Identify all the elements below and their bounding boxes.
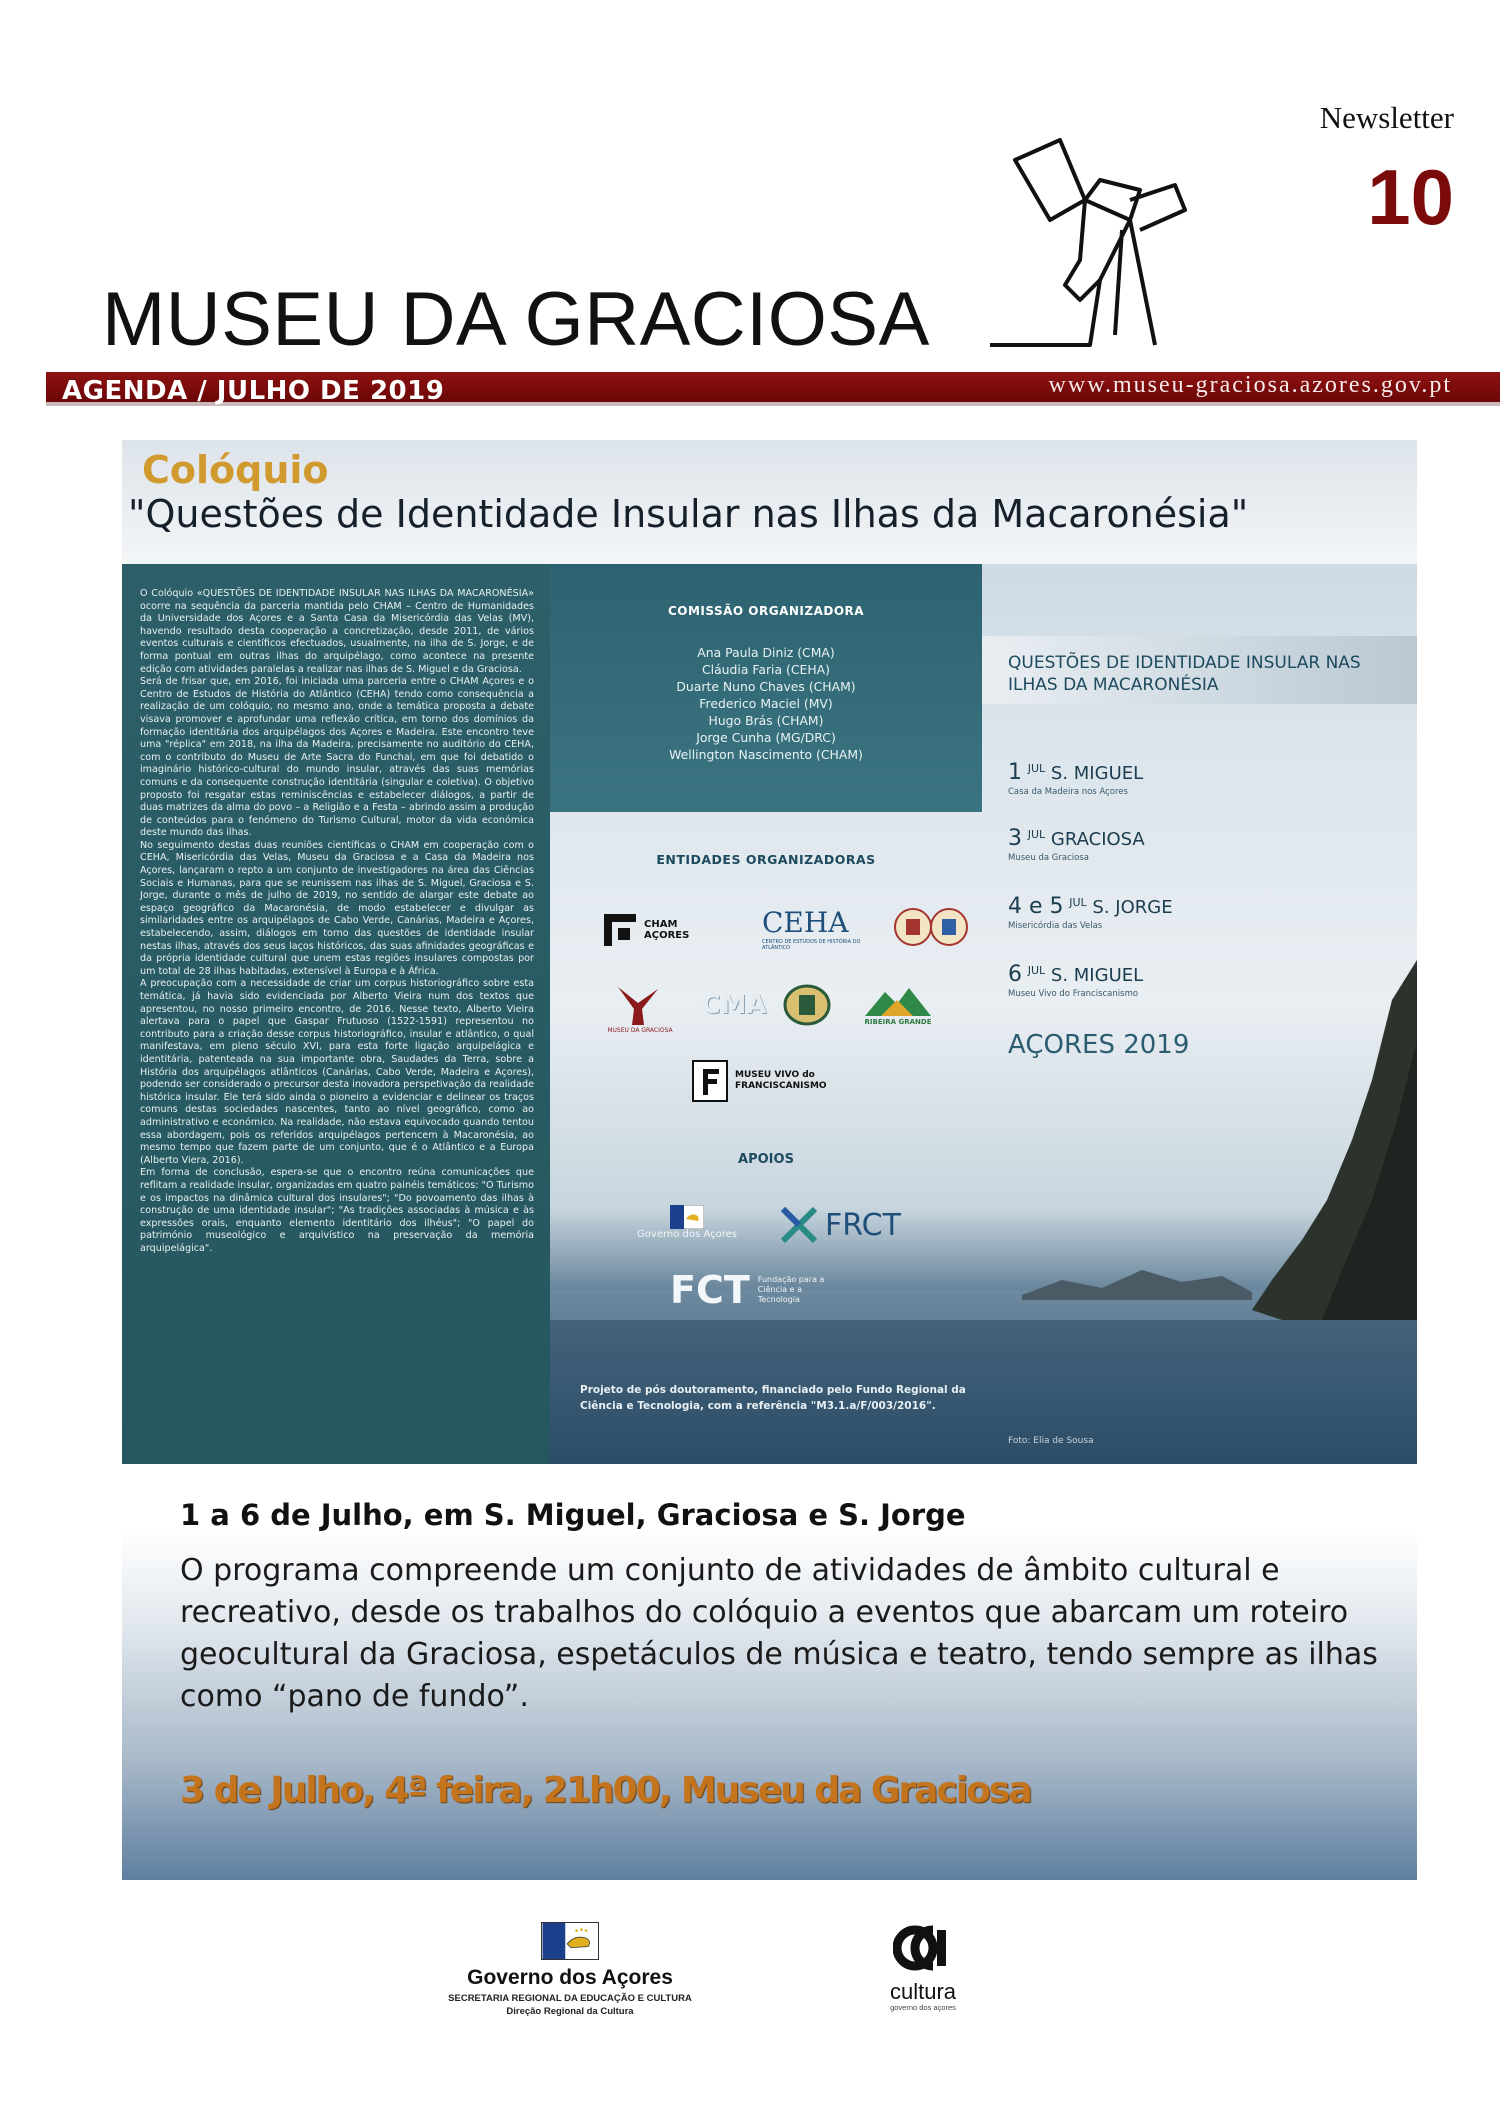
gov-acores-logo xyxy=(430,1922,710,2017)
cultura-mark-icon xyxy=(893,1920,953,1976)
commission-member: Cláudia Faria (CEHA) xyxy=(702,662,830,677)
poster-subtitle: Colóquio xyxy=(142,448,329,492)
cham-logo xyxy=(592,904,702,956)
frct-text: FRCT xyxy=(825,1207,901,1243)
schedule-place: S. JORGE xyxy=(1092,897,1173,918)
gov-name: Governo dos Açores xyxy=(467,1966,673,1989)
frct-mark-icon xyxy=(779,1205,819,1245)
frct-logo xyxy=(770,1200,910,1250)
gov-acores-support-logo xyxy=(622,1190,752,1254)
azores-flag-icon xyxy=(541,1922,599,1960)
photo-credit: Foto: Elia de Sousa xyxy=(1008,1436,1094,1446)
schedule-venue: Casa da Madeira nos Açores xyxy=(1008,787,1128,797)
ceha-logo-subtext: CENTRO DE ESTUDOS DE HISTÓRIA DO ATLÂNTICO xyxy=(762,938,861,951)
program-heading: 1 a 6 de Julho, em S. Miguel, Graciosa e S. Jorge xyxy=(180,1498,966,1532)
museu-logo-text: MUSEU DA GRACIOSA xyxy=(607,1026,673,1034)
schedule-venue: Museu Vivo do Franciscanismo xyxy=(1008,989,1139,999)
cma-logo xyxy=(700,980,768,1030)
year-label: AÇORES 2019 xyxy=(1008,1030,1190,1060)
schedule-date: 3 xyxy=(1008,826,1022,851)
newsletter-number: 10 xyxy=(1367,153,1454,241)
schedule-date: 4 e 5 xyxy=(1008,894,1064,919)
gov-secretaria: SECRETARIA REGIONAL DA EDUCAÇÃO E CULTURA xyxy=(448,1993,692,2004)
intro-paragraph: O Colóquio «QUESTÕES DE IDENTIDADE INSULAR NAS ILHAS DA MACARONÉSIA» ocorre na sequência da parceria mantida pelo CHAM – Centro de Humanidades da Universidade dos Açores e a Santa Casa da Misericórdia das Velas (MV), havendo resultado desta cooperação a concretização, desde 2011, de vários eventos culturais e científicos efectuados, usualmente, na ilha de S. Jorge, e de forma pontual em outras ilhas do arquipélago, como acontece na presente edição com atividades paralelas a realizar nas ilhas de S. Miguel e da Graciosa. xyxy=(140,588,534,675)
intro-paragraph: No seguimento destas duas reuniões científicas o CHAM em cooperação com o CEHA, Misericórdia das Velas, Museu da Graciosa e a Casa da Madeira nos Açores, lançaram o repto a um conjunto de investigadores na área das Ciências Sociais e Humanas, para que se reunissem nas ilhas de S. Miguel, Graciosa e S. Jorge, durante o mês de julho de 2019, no sentido de alargar este debate ao espaço geográfico da Macaronésia, de modo estabelecer e divulgar as similaridades entre os arquipélagos de Cabo Verde, Canárias, Madeira e Açores, estabelecendo, assim, diálogos em torno das questões de identidade insular nestas ilhas, através dos seus laços históricos, das suas afinidades geográficas e da própria identidade cultural que unem estas regiões insulares compostas por um total de 28 ilhas habitadas, extensível à Europa e à África. xyxy=(140,839,534,977)
schedule-item xyxy=(1008,826,1145,863)
gov-direcao: Direção Regional da Cultura xyxy=(506,2006,634,2017)
cma-logo-text: CMA xyxy=(701,990,767,1020)
commission-member: Frederico Maciel (MV) xyxy=(699,696,833,711)
intro-paragraph: A preocupação com a necessidade de criar um corpus historiográfico sobre esta temática, já havia sido evidenciada por Alberto Vieira num dos textos que apresentou, no nosso primeiro encontro, de 2016. Nesse texto, Alberto Vieira alertava para o papel que Gaspar Frutuoso (1522-1591) representou no contributo para a criação desse corpus historiográfico, insular e atlântico, o qual manifestava, em pleno século XVI, para esta forte ligação arquipelágica e identitária, patenteada na sua importante obra, Saudades da Terra, sobre a História dos arquipélagos atlânticos (Canárias, Cabo Verde, Madeira e Açores), podendo ser considerado o precursor desta inovadora perspetivação da realidade histórica insular. Ele terá sido ainda o pioneiro a evidenciar e delinear os traços comuns destas sociedades nascentes, tanto ao nível geográfico, como ao administrativo e económico. Na realidade, não estava equivocado quando tentou essa abordagem, pois os referidos arquipélagos pertencem à Macaronésia, ao mesmo tempo que fazem parte de um conjunto, que é o Atlântico e a Europa (Alberto Viera, 2016). xyxy=(140,978,534,1166)
commission-box xyxy=(550,564,982,812)
azores-crest-logo xyxy=(892,902,972,952)
commission-list xyxy=(550,644,982,763)
colloquium-poster xyxy=(122,440,1417,1464)
ceha-logo xyxy=(722,898,872,958)
museu-graciosa-logo xyxy=(600,978,680,1038)
misericordia-logo xyxy=(772,980,842,1030)
right-title: QUESTÕES DE IDENTIDADE INSULAR NAS ILHAS DA MACARONÉSIA xyxy=(1008,653,1361,695)
entities-title: ENTIDADES ORGANIZADORAS xyxy=(656,852,876,867)
schedule-month: JUL xyxy=(1027,828,1046,841)
newsletter-label: Newsletter xyxy=(1319,100,1454,135)
schedule-venue: Misericórdia das Velas xyxy=(1008,921,1103,931)
intro-paragraph: Em forma de conclusão, espera-se que o encontro reúna comunicações que reflitam a realidade insular, organizadas em quatro painéis temáticos: "O Turismo e os impactos na dinâmica cultural dos insulares"; "Do povoamento das ilhas à construção de uma identidade insular"; "As tradições associadas à música e às expressões orais, enquanto elemento identitário dos ilhéus"; "O papel do património museológico e arquivístico na preservação da memória arquipelágica". xyxy=(140,1167,534,1254)
poster-intro-column xyxy=(122,564,550,1464)
schedule-place: S. MIGUEL xyxy=(1050,965,1144,986)
schedule-date: 1 xyxy=(1008,760,1022,785)
commission-member: Ana Paula Diniz (CMA) xyxy=(697,645,835,660)
event-highlight: 3 de Julho, 4ª feira, 21h00, Museu da Graciosa xyxy=(180,1770,1031,1811)
schedule-item xyxy=(1008,894,1173,931)
commission-title: COMISSÃO ORGANIZADORA xyxy=(667,604,865,618)
fct-logo xyxy=(670,1260,870,1320)
commission-member: Jorge Cunha (MG/DRC) xyxy=(696,730,836,745)
schedule-month: JUL xyxy=(1027,964,1046,977)
schedule-place: S. MIGUEL xyxy=(1050,763,1144,784)
commission-member: Duarte Nuno Chaves (CHAM) xyxy=(676,679,856,694)
ribeira-logo-text: RIBEIRA GRANDE xyxy=(864,1018,932,1026)
crest-icon xyxy=(893,905,971,949)
ribeira-grande-logo xyxy=(848,976,948,1034)
ceha-logo-text: CEHA xyxy=(762,905,849,939)
commission-member: Hugo Brás (CHAM) xyxy=(708,713,824,728)
museu-vivo-text: MUSEU VIVO do FRANCISCANISMO xyxy=(735,1070,827,1091)
schedule-place: GRACIOSA xyxy=(1050,829,1145,850)
agenda-label: AGENDA / JULHO DE 2019 xyxy=(62,376,445,406)
franciscanismo-f-icon xyxy=(691,1059,729,1103)
fct-subtext: Fundação para a Ciência e a Tecnologia xyxy=(757,1275,825,1304)
schedule-month: JUL xyxy=(1069,896,1087,909)
museu-vivo-logo xyxy=(688,1056,848,1106)
program-panel xyxy=(122,1480,1417,1880)
support-title: APOIOS xyxy=(738,1152,794,1167)
cultura-subtext: governo dos açores xyxy=(890,2003,956,2012)
fct-text: FCT xyxy=(670,1268,750,1312)
gov-support-text: Governo dos Açores xyxy=(637,1228,737,1240)
schedule-item xyxy=(1008,760,1143,797)
misericordia-seal-icon xyxy=(782,983,832,1027)
cham-mark-icon xyxy=(600,910,640,950)
schedule-month: JUL xyxy=(1027,762,1046,775)
cham-logo-text: CHAM AÇORES xyxy=(644,919,690,941)
commission-member: Wellington Nascimento (CHAM) xyxy=(669,747,863,762)
windmill-icon xyxy=(990,130,1230,360)
schedule-item xyxy=(1008,962,1143,999)
website-url[interactable]: www.museu-graciosa.azores.gov.pt xyxy=(1048,372,1452,398)
intro-paragraph: Será de frisar que, em 2016, foi iniciada uma parceria entre o CHAM Açores e o Centro de Estudos de História do Atlântico (CEHA) tendo como consequência a realização de um colóquio, no mesmo ano, onde a temática proposta a debate visava promover e aprofundar uma reflexão crítica, em torno dos domínios da formação identitária dos arquipélagos dos Açores e Madeira. Este encontro teve uma "réplica" em 2018, na ilha da Madeira, precisamente no auditório do CEHA, com o contributo do Museu de Arte Sacra do Funchal, em que foi debatido o imaginário histórico-cultural do mundo insular, através das suas memórias comuns e da consequente construção identitária (singular e coletiva). O objetivo proposto foi resgatar estas reminiscências e estabelecer diálogos, a partir de duas matrizes da alma do povo – a Religião e a Festa – abrindo assim a produção de conteúdos para o fenómeno do Turismo Cultural, motor da vida económica deste mundo das ilhas. xyxy=(140,676,534,839)
program-text: O programa compreende um conjunto de atividades de âmbito cultural e recreativo, desde os trabalhos do colóquio a eventos que abarcam um roteiro geocultural da Graciosa, espetáculos de música e teatro, tendo sempre as ilhas como “pano de fundo”. xyxy=(180,1553,1378,1714)
azores-flag-icon xyxy=(670,1205,704,1229)
cultura-logo xyxy=(868,1920,978,2012)
poster-title: "Questões de Identidade Insular nas Ilhas da Macaronésia" xyxy=(128,492,1249,536)
museu-windmill-icon xyxy=(610,983,670,1027)
museum-title: MUSEU DA GRACIOSA xyxy=(102,277,930,362)
mountain-icon xyxy=(863,984,933,1018)
cultura-word: cultura xyxy=(889,1979,957,2004)
project-note: Projeto de pós doutoramento, financiado pelo Fundo Regional da Ciência e Tecnologia, com a referência "M3.1.a/F/003/2016". xyxy=(580,1384,966,1412)
schedule-venue: Museu da Graciosa xyxy=(1008,853,1089,863)
schedule-date: 6 xyxy=(1008,962,1022,987)
